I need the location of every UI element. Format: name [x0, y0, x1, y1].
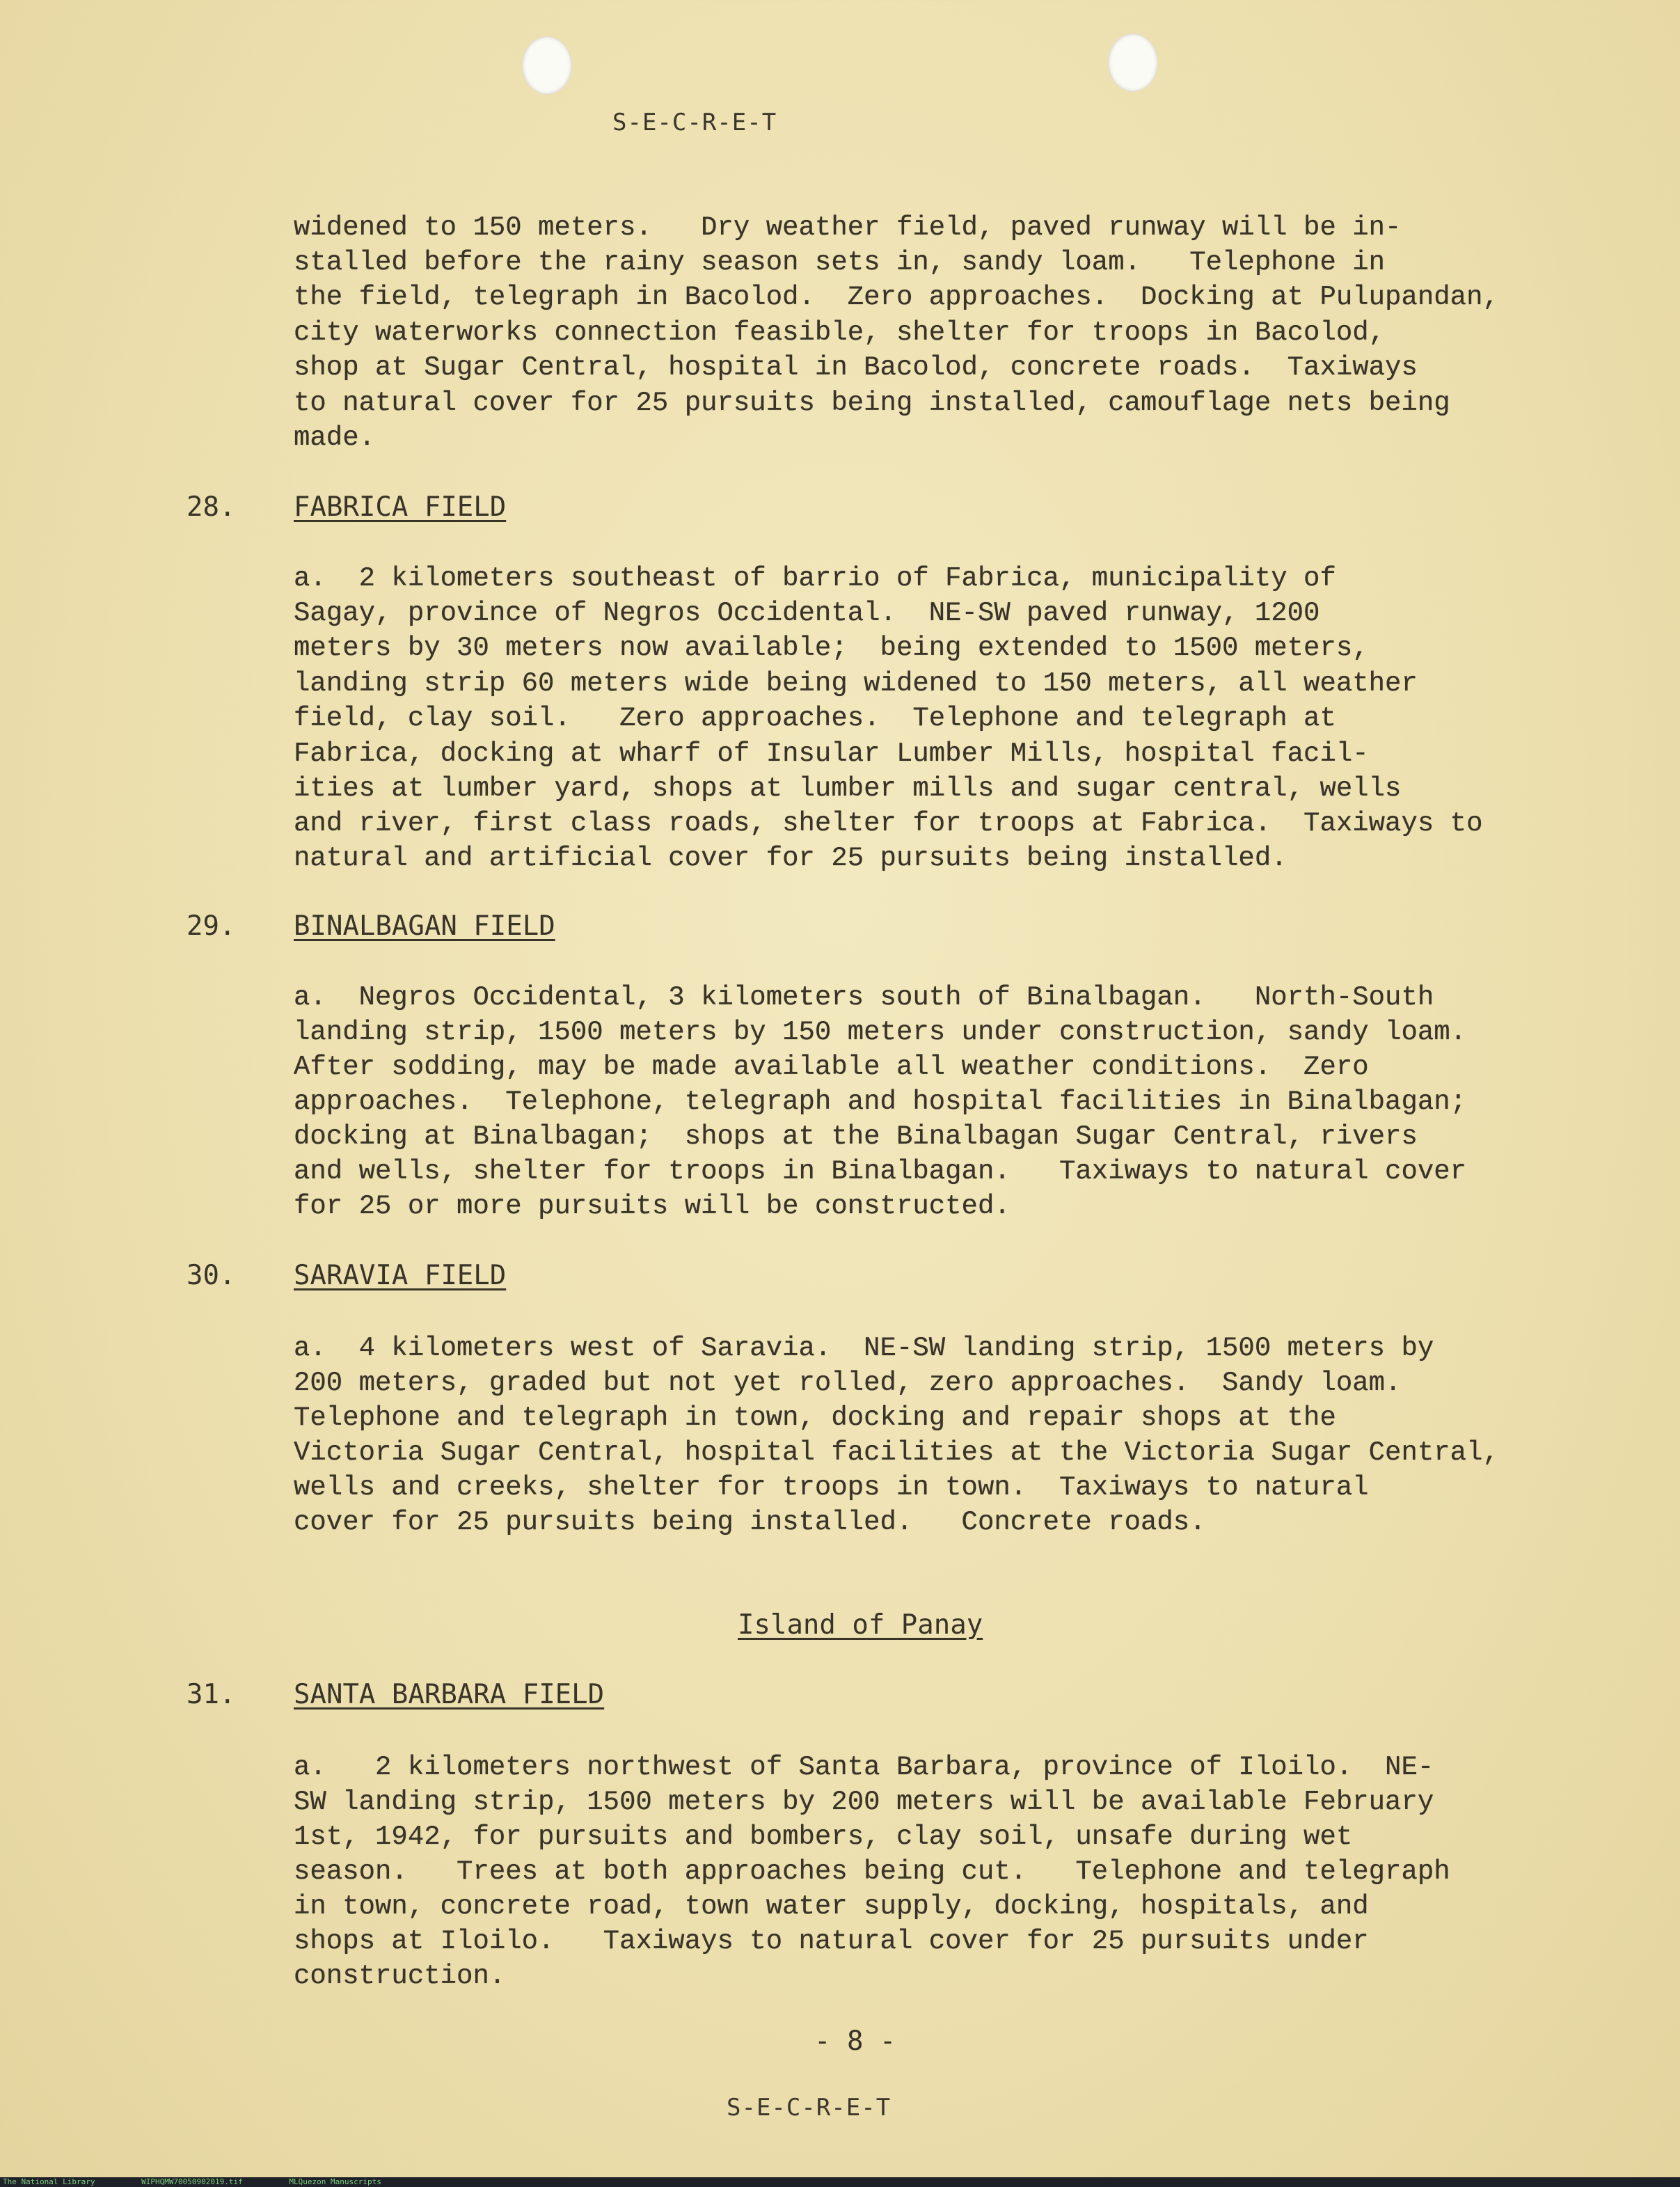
island-heading: Island of Panay: [738, 1609, 983, 1641]
text-line: field, clay soil. Zero approaches. Telephone and telegraph at: [294, 703, 1336, 734]
archive-collection: MLQuezon Manuscripts: [289, 2177, 381, 2186]
archive-file: WIPHQMW70050902019.tif: [141, 2177, 243, 2186]
text-line: city waterworks connection feasible, shelter for troops in Bacolod,: [294, 317, 1386, 348]
text-line: a. 4 kilometers west of Saravia. NE-SW landing strip, 1500 meters by: [294, 1333, 1434, 1364]
archive-library: The National Library: [3, 2177, 95, 2186]
section-number: 31.: [187, 1679, 236, 1710]
text-line: Sagay, province of Negros Occidental. NE-SW paved runway, 1200: [294, 598, 1320, 629]
footer-classification: S-E-C-R-E-T: [727, 2094, 891, 2122]
text-line: Victoria Sugar Central, hospital facilities at the Victoria Sugar Central,: [294, 1437, 1499, 1468]
text-line: a. 2 kilometers northwest of Santa Barbara, province of Iloilo. NE-: [294, 1752, 1434, 1783]
text-line: SW landing strip, 1500 meters by 200 meters will be available February: [294, 1787, 1434, 1817]
text-line: stalled before the rainy season sets in, sandy loam. Telephone in: [294, 247, 1386, 278]
section-title: FABRICA FIELD: [294, 491, 507, 523]
text-line: meters by 30 meters now available; being extended to 1500 meters,: [294, 633, 1369, 663]
text-line: After sodding, may be made available all weather conditions. Zero: [294, 1052, 1369, 1082]
text-line: a. 2 kilometers southeast of barrio of Fabrica, municipality of: [294, 563, 1336, 594]
text-line: ities at lumber yard, shops at lumber mills and sugar central, wells: [294, 773, 1402, 804]
text-line: construction.: [294, 1961, 506, 1991]
header-classification: S-E-C-R-E-T: [612, 109, 777, 136]
punch-hole-right: [1108, 33, 1158, 92]
text-line: in town, concrete road, town water supply, docking, hospitals, and: [294, 1891, 1369, 1922]
text-line: wells and creeks, shelter for troops in town. Taxiways to natural: [294, 1472, 1369, 1503]
text-line: Fabrica, docking at wharf of Insular Lumber Mills, hospital facil-: [294, 739, 1369, 769]
section-number: 29.: [187, 910, 236, 942]
section-title: BINALBAGAN FIELD: [294, 910, 555, 942]
text-line: for 25 or more pursuits will be constructed.: [294, 1191, 1011, 1222]
archive-info-bar: [0, 2177, 1680, 2187]
text-line: cover for 25 pursuits being installed. Concrete roads.: [294, 1507, 1206, 1538]
text-line: and river, first class roads, shelter for troops at Fabrica. Taxiways to: [294, 808, 1483, 839]
text-line: and wells, shelter for troops in Binalbagan. Taxiways to natural cover: [294, 1156, 1467, 1187]
text-line: shops at Iloilo. Taxiways to natural cover for 25 pursuits under: [294, 1926, 1369, 1957]
text-line: landing strip, 1500 meters by 150 meters under construction, sandy loam.: [294, 1017, 1467, 1048]
section-number: 30.: [187, 1260, 236, 1291]
text-line: landing strip 60 meters wide being widened to 150 meters, all weather: [294, 668, 1418, 699]
section-title: SANTA BARBARA FIELD: [294, 1679, 605, 1710]
section-title: SARAVIA FIELD: [294, 1260, 507, 1291]
text-line: shop at Sugar Central, hospital in Bacolod, concrete roads. Taxiways: [294, 352, 1418, 383]
text-line: docking at Binalbagan; shops at the Binalbagan Sugar Central, rivers: [294, 1121, 1418, 1152]
text-line: to natural cover for 25 pursuits being installed, camouflage nets being: [294, 388, 1450, 418]
text-line: Telephone and telegraph in town, docking and repair shops at the: [294, 1403, 1336, 1433]
text-line: made.: [294, 423, 376, 453]
text-line: approaches. Telephone, telegraph and hospital facilities in Binalbagan;: [294, 1087, 1467, 1117]
text-line: widened to 150 meters. Dry weather field, paved runway will be in-: [294, 212, 1402, 243]
text-line: the field, telegraph in Bacolod. Zero approaches. Docking at Pulupandan,: [294, 282, 1499, 313]
text-line: natural and artificial cover for 25 pursuits being installed.: [294, 843, 1287, 874]
page-number: - 8 -: [814, 2026, 896, 2057]
text-line: season. Trees at both approaches being cut. Telephone and telegraph: [294, 1856, 1450, 1887]
punch-hole-left: [522, 36, 572, 95]
text-line: a. Negros Occidental, 3 kilometers south of Binalbagan. North-South: [294, 982, 1434, 1013]
text-line: 200 meters, graded but not yet rolled, zero approaches. Sandy loam.: [294, 1368, 1402, 1398]
section-number: 28.: [187, 491, 236, 523]
text-line: 1st, 1942, for pursuits and bombers, clay soil, unsafe during wet: [294, 1822, 1353, 1852]
